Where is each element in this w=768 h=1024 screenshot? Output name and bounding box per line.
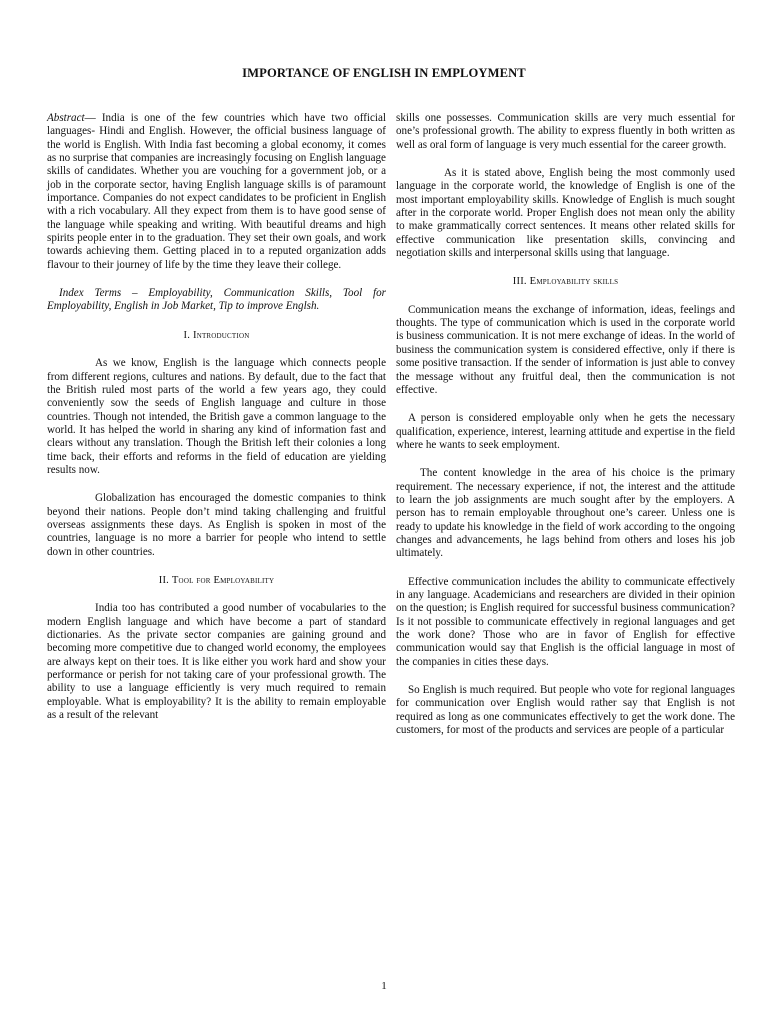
paragraph: As we know, English is the language which connects people from different regions, cultures and nations. By default, due to the fact that the British ruled most parts of the world a few years ago, they could conveniently sow the seeds of English language and culture in those countries. Though not intended, the British gave a common language to the world. It has helped the world in sharing any kind of information fast and clears without any translation. Though the British left their colonies a long time back, their efforts and reforms in the field of education are yielding results now. <box>47 357 386 476</box>
paragraph: A person is considered employable only when he gets the necessary qualification, experience, interest, learning attitude and expertise in the field where he wants to seek employment. <box>396 412 735 451</box>
section-title: Tool for Employability <box>171 574 275 586</box>
section-heading-tool-for-employability <box>47 574 386 587</box>
section-heading-employability-skills <box>396 275 735 288</box>
paragraph: Communication means the exchange of information, ideas, feelings and thoughts. The type of communication which is used in the corporate world is business communication. It is not mere exchange of ideas. In the world of business the communication system is considered effective, only if there is some positive transaction. If the sender of information is just able to convey the message without any fruitful deal, then the communication is not effective. <box>396 303 735 396</box>
section-numeral: II. <box>158 574 170 586</box>
abstract-label: Abstract <box>47 112 85 124</box>
abstract-text: — India is one of the few countries which have two official languages- Hindi and English. However, the official business language of the world is English. With India fast becoming a global economy, it comes as no surprise that companies are increasingly focusing on English language skills of candidates. Whether you are vouching for a government job, or a job in the corporate sector, having English language skills is of paramount importance. Companies do not expect candidates to be proficient in English with a rich vocabulary. All they expect from them is to have good sense of the language while speaking and writing. With beautiful dreams and high spirits people enter in to the graduation. They set their own goals, and work towards achieving them. Getting placed in to a reputed organization adds flavour to their journey of life by the time they leave their college. <box>47 112 386 271</box>
paragraph: As it is stated above, English being the most commonly used language in the corporate world, the knowledge of English is one of the most important employability skills. Knowledge of English is much sought after in the corporate world. Proper English does not mean only the ability to make grammatically correct sentences. It means other related skills for effective communication like presentation skills, convincing and negotiation skills and interpersonal skills using that language. <box>396 167 735 260</box>
paragraph: Globalization has encouraged the domestic companies to think beyond their nations. People don’t mind taking challenging and fruitful overseas assignments these days. As English is spoken in most of the countries, language is no more a barrier for people who intend to settle down in other countries. <box>47 492 386 558</box>
paragraph: skills one possesses. Communication skills are very much essential for one’s professional growth. The ability to express fluently in both written as well as oral form of language is very much essential for the career growth. <box>396 112 735 151</box>
paragraph: So English is much required. But people who vote for regional languages for communication over English would rather say that English is not required as long as one communicates effectively to get the work done. The customers, for most of the products and services are people of a particular <box>396 684 735 737</box>
left-column <box>47 112 386 737</box>
paragraph: The content knowledge in the area of his choice is the primary requirement. The necessary experience, if not, the interest and the attitude to learn the job assignments are much sought after by the employers. A person has to remain employable throughout one’s career. Unless one is ready to update his knowledge in the field of work according to the ongoing changes and advancements, he lags behind from others and loses his job ultimately. <box>396 467 735 560</box>
paragraph: India too has contributed a good number of vocabularies to the modern English language and which have become a part of standard dictionaries. As the private sector companies are gaining ground and becoming more competitive due to changed world economy, the employees are always kept on their toes. It is like either you work hard and show your performance or perish for not taking care of your professional growth. The ability to use a language efficiently is very much required to remain employable. What is employability? It is the ability to remain employable as a result of the relevant <box>47 602 386 722</box>
paper-title: IMPORTANCE OF ENGLISH IN EMPLOYMENT <box>242 66 526 80</box>
abstract-paragraph <box>47 112 386 272</box>
paragraph: Effective communication includes the ability to communicate effectively in any language. Academicians and researchers are divided in their opinion on the question; is English required for successful business communication? Is it not possible to communicate effectively in regional languages and get the work done? Those who are in favor of English for effective communication would say that English is the official language in most of the companies in cities these days. <box>396 575 735 668</box>
section-title: Introduction <box>192 329 250 341</box>
page-number: 1 <box>381 980 387 992</box>
section-heading-introduction <box>47 329 386 342</box>
right-column <box>396 112 735 752</box>
section-numeral: III. <box>512 276 527 288</box>
section-numeral: I. <box>183 329 191 341</box>
index-terms: Index Terms – Employability, Communication Skills, Tool for Employability, English in Job Market, Tip to improve Englsh. <box>47 287 386 313</box>
section-title: Employability skills <box>529 276 619 288</box>
